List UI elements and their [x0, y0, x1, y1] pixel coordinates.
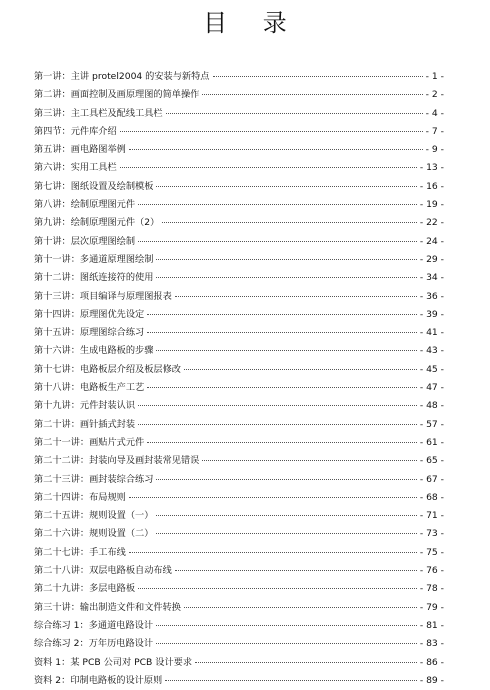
toc-entry-label: 第十四讲：原理图优先设定	[34, 308, 145, 320]
toc-entry-page-number: - 65 -	[419, 455, 444, 467]
toc-entry-label: 第七讲：图纸设置及绘制模板	[34, 180, 154, 192]
toc-dot-leader	[156, 349, 416, 351]
toc-entry-label: 第二十讲：画针插式封装	[34, 418, 136, 430]
toc-entry-label: 第十八讲：电路板生产工艺	[34, 382, 145, 394]
toc-entry-page-number: - 1 -	[425, 71, 444, 82]
toc-entry-label: 第二十四讲：布局规则	[34, 491, 126, 503]
toc-entry-label: 第十五讲：原理图综合练习	[34, 327, 145, 339]
toc-entry-label: 第二讲：画面控制及画原理图的简单操作	[34, 89, 200, 101]
toc-entry-page-number: - 36 -	[419, 290, 444, 302]
toc-dot-leader	[120, 166, 417, 168]
toc-entry-page-number: - 22 -	[419, 217, 444, 229]
toc-dot-leader	[175, 295, 417, 297]
toc-entry[interactable]	[34, 452, 444, 470]
toc-entry-page-number: - 2 -	[425, 89, 444, 101]
toc-dot-leader	[184, 606, 417, 608]
toc-entry-page-number: - 48 -	[419, 400, 444, 412]
toc-entry[interactable]	[34, 251, 444, 269]
toc-entry[interactable]	[34, 562, 444, 580]
toc-entry[interactable]	[34, 269, 444, 287]
toc-entry-label: 第八讲：绘制原理图元件	[34, 199, 136, 211]
toc-entry[interactable]	[34, 544, 444, 562]
toc-entry-label: 第十讲：层次原理图绘制	[34, 235, 136, 247]
toc-entry[interactable]	[34, 525, 444, 543]
toc-entry[interactable]	[34, 379, 444, 397]
toc-dot-leader	[175, 569, 417, 571]
toc-dot-leader	[129, 148, 423, 150]
toc-dot-leader	[147, 331, 417, 333]
toc-entry[interactable]	[34, 178, 444, 196]
toc-dot-leader	[129, 496, 417, 498]
toc-dot-leader	[202, 459, 416, 461]
toc-entry[interactable]	[34, 214, 444, 232]
toc-entry-page-number: - 34 -	[419, 272, 444, 284]
toc-entry[interactable]	[34, 489, 444, 507]
toc-entry-label: 第十三讲：项目编译与原理图报表	[34, 290, 172, 302]
toc-entry-page-number: - 4 -	[425, 107, 444, 119]
toc-entry-page-number: - 78 -	[419, 583, 444, 595]
toc-entry-page-number: - 16 -	[419, 180, 444, 192]
toc-entry-page-number: - 43 -	[419, 345, 444, 357]
toc-dot-leader	[162, 221, 417, 223]
page-title: 目 录	[203, 9, 301, 37]
toc-entry-label: 第十七讲：电路板层介绍及板层修改	[34, 363, 181, 375]
toc-entry-label: 综合练习 2：万年历电路设计	[34, 638, 154, 650]
toc-entry[interactable]	[34, 306, 444, 324]
table-of-contents	[34, 68, 444, 690]
toc-dot-leader	[156, 642, 417, 644]
toc-entry-page-number: - 89 -	[419, 674, 444, 686]
toc-entry[interactable]	[34, 654, 444, 672]
toc-entry[interactable]	[34, 416, 444, 434]
toc-entry-label: 第十二讲：图纸连接符的使用	[34, 272, 154, 284]
toc-entry-page-number: - 45 -	[419, 363, 444, 375]
toc-dot-leader	[156, 532, 416, 534]
toc-dot-leader	[129, 551, 417, 553]
toc-entry[interactable]	[34, 196, 444, 214]
toc-entry-page-number: - 7 -	[425, 125, 444, 137]
toc-entry-page-number: - 39 -	[419, 308, 444, 320]
toc-entry-label: 第四节：元件库介绍	[34, 125, 117, 137]
toc-dot-leader	[138, 203, 417, 205]
toc-entry[interactable]	[34, 288, 444, 306]
toc-entry-label: 第二十六讲：规则设置（二）	[34, 528, 154, 540]
toc-entry-label: 第三十讲：输出制造文件和文件转换	[34, 601, 181, 613]
toc-entry[interactable]	[34, 159, 444, 177]
toc-entry-label: 第二十七讲：手工布线	[34, 546, 126, 558]
toc-entry-page-number: - 24 -	[419, 235, 444, 247]
toc-dot-leader	[120, 130, 423, 132]
toc-entry-page-number: - 81 -	[419, 619, 444, 631]
toc-entry-page-number: - 73 -	[419, 528, 444, 540]
toc-entry-page-number: - 76 -	[419, 565, 444, 577]
toc-entry[interactable]	[34, 141, 444, 159]
toc-entry-label: 第六讲：实用工具栏	[34, 162, 117, 174]
toc-entry[interactable]	[34, 233, 444, 251]
toc-entry[interactable]	[34, 599, 444, 617]
toc-entry-page-number: - 13 -	[419, 162, 444, 174]
toc-dot-leader	[147, 313, 417, 315]
toc-entry-page-number: - 29 -	[419, 253, 444, 265]
toc-dot-leader	[165, 679, 417, 681]
toc-dot-leader	[138, 240, 417, 242]
toc-entry-label: 第二十五讲：规则设置（一）	[34, 510, 154, 522]
toc-entry-label: 第一讲：主讲 protel2004 的安装与新特点	[34, 71, 210, 82]
toc-entry-page-number: - 79 -	[419, 601, 444, 613]
toc-entry-label: 第二十八讲：双层电路板自动布线	[34, 565, 172, 577]
toc-entry-label: 第十一讲：多通道原理图绘制	[34, 253, 154, 265]
toc-entry-label: 第五讲：画电路图举例	[34, 144, 126, 156]
toc-entry-label: 第二十三讲：画封装综合练习	[34, 473, 154, 485]
toc-entry[interactable]	[34, 68, 444, 86]
toc-dot-leader	[138, 404, 417, 406]
toc-entry-page-number: - 9 -	[425, 144, 444, 156]
toc-entry[interactable]	[34, 105, 444, 123]
toc-entry-label: 第二十二讲：封装向导及画封装常见错误	[34, 455, 200, 467]
toc-entry-label: 第二十九讲：多层电路板	[34, 583, 136, 595]
toc-entry-label: 综合练习 1：多通道电路设计	[34, 619, 154, 631]
toc-entry[interactable]	[34, 123, 444, 141]
toc-entry-label: 第十六讲：生成电路板的步骤	[34, 345, 154, 357]
toc-dot-leader	[147, 441, 417, 443]
toc-entry[interactable]	[34, 434, 444, 452]
toc-dot-leader	[213, 75, 423, 77]
toc-entry[interactable]	[34, 617, 444, 635]
toc-entry[interactable]	[34, 635, 444, 653]
toc-entry-label: 第九讲：绘制原理图元件（2）	[34, 217, 160, 229]
toc-entry-label: 第十九讲：元件封装认识	[34, 400, 136, 412]
toc-dot-leader	[156, 276, 416, 278]
toc-entry[interactable]	[34, 471, 444, 489]
toc-entry-page-number: - 19 -	[419, 199, 444, 211]
toc-dot-leader	[156, 185, 416, 187]
toc-entry[interactable]	[34, 342, 444, 360]
toc-dot-leader	[138, 423, 417, 425]
toc-entry-label: 资料 2：印制电路板的设计原则	[34, 674, 163, 686]
toc-entry-page-number: - 61 -	[419, 436, 444, 448]
toc-entry[interactable]	[34, 507, 444, 525]
toc-entry[interactable]	[34, 324, 444, 342]
toc-entry-page-number: - 83 -	[419, 638, 444, 650]
toc-dot-leader	[195, 661, 417, 663]
toc-dot-leader	[156, 478, 416, 480]
toc-dot-leader	[156, 258, 416, 260]
toc-entry-page-number: - 71 -	[419, 510, 444, 522]
toc-entry-page-number: - 67 -	[419, 473, 444, 485]
toc-dot-leader	[202, 93, 422, 95]
toc-dot-leader	[138, 587, 417, 589]
toc-entry-page-number: - 86 -	[419, 656, 444, 668]
toc-entry[interactable]	[34, 361, 444, 379]
toc-entry-page-number: - 47 -	[419, 382, 444, 394]
toc-dot-leader	[156, 624, 417, 626]
toc-dot-leader	[184, 368, 417, 370]
toc-entry[interactable]	[34, 86, 444, 104]
toc-entry-page-number: - 75 -	[419, 546, 444, 558]
toc-dot-leader	[156, 514, 416, 516]
toc-entry[interactable]	[34, 580, 444, 598]
toc-dot-leader	[166, 112, 423, 114]
toc-entry[interactable]	[34, 397, 444, 415]
toc-entry-page-number: - 41 -	[419, 327, 444, 339]
toc-dot-leader	[147, 386, 417, 388]
toc-entry[interactable]	[34, 672, 444, 690]
toc-entry-label: 第二十一讲：画贴片式元件	[34, 436, 145, 448]
toc-entry-label: 第三讲：主工具栏及配线工具栏	[34, 107, 163, 119]
toc-entry-page-number: - 68 -	[419, 491, 444, 503]
toc-entry-page-number: - 57 -	[419, 418, 444, 430]
toc-entry-label: 资料 1：某 PCB 公司对 PCB 设计要求	[34, 656, 193, 668]
